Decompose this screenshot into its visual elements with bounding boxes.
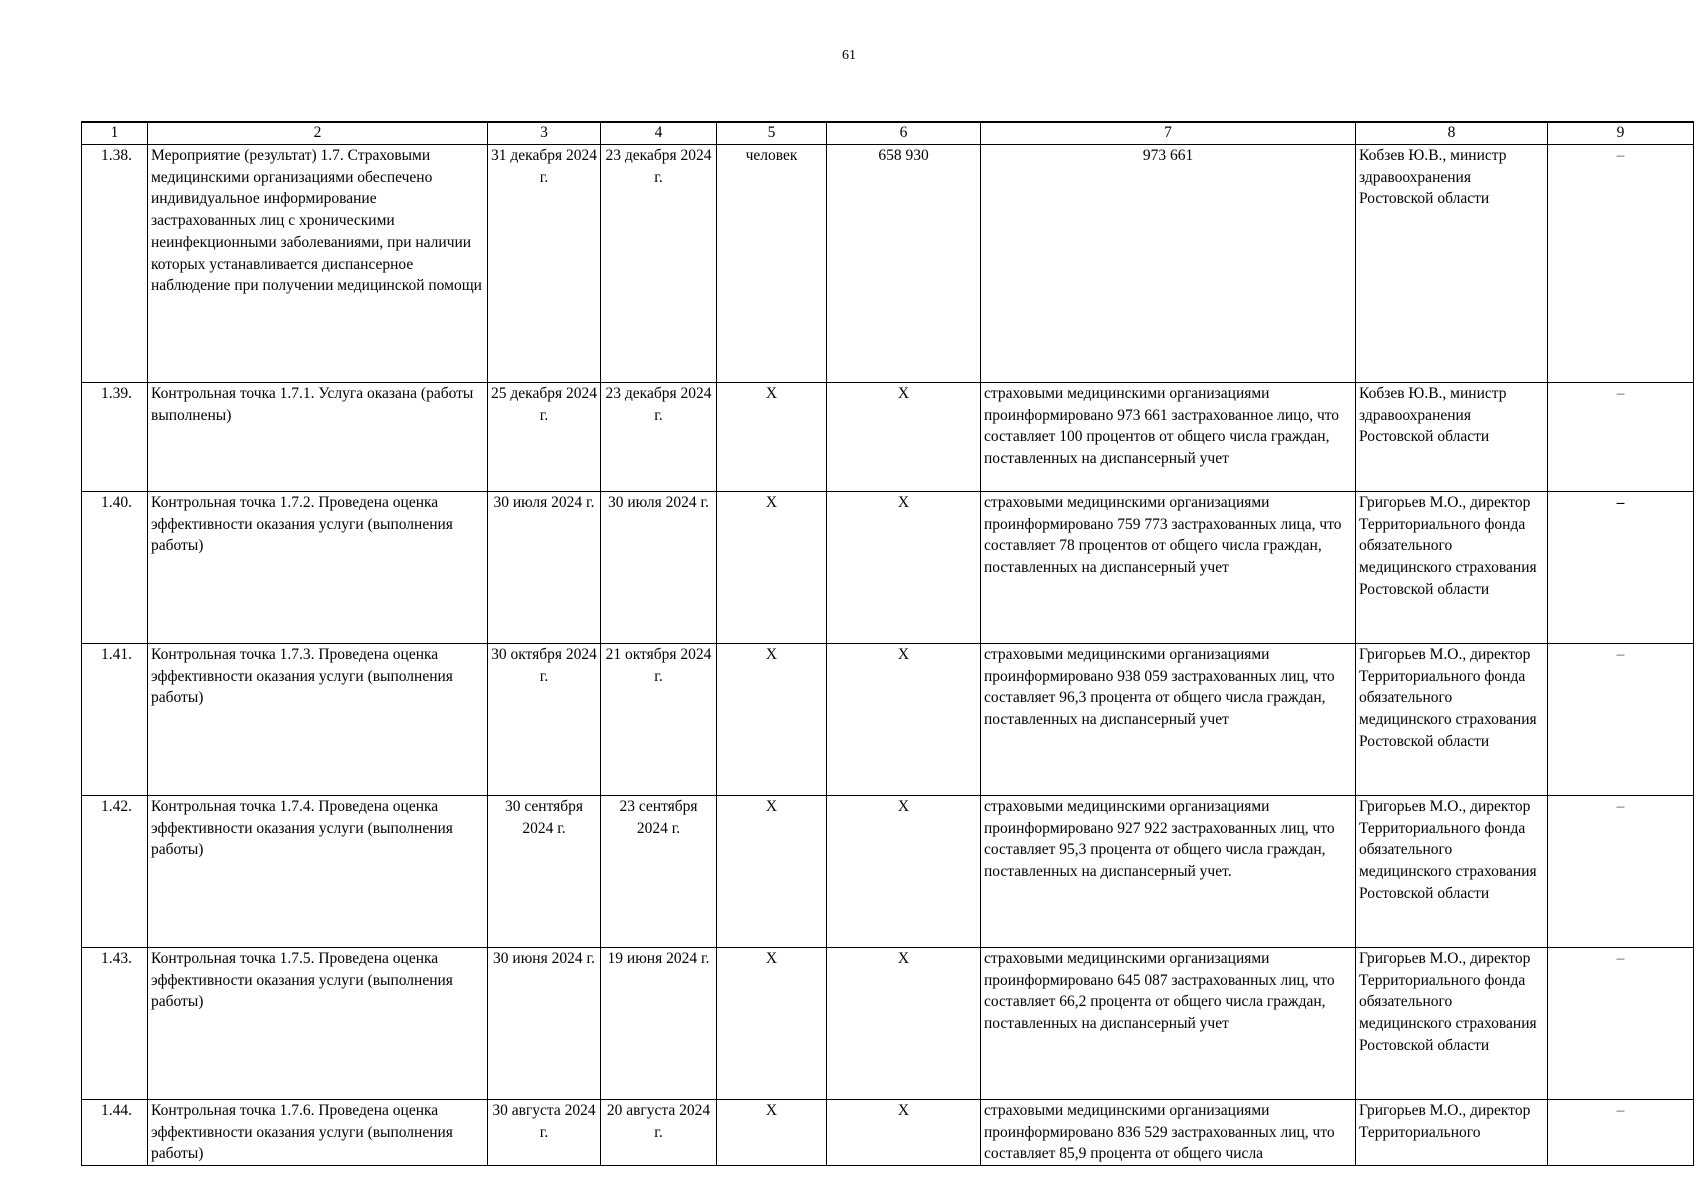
note: – (1548, 1100, 1694, 1166)
unit: Х (717, 644, 827, 796)
row-name: Мероприятие (результат) 1.7. Страховыми медицинскими организациями обеспечено индивидуальное информирование застрахованных лиц с хроническими неинфекционными заболеваниями, при наличии которых устанавливается диспансерное наблюдение при получении медицинской помощи (148, 145, 488, 383)
row-name: Контрольная точка 1.7.5. Проведена оценка эффективности оказания услуги (выполнения работы) (148, 948, 488, 1100)
note: – (1548, 948, 1694, 1100)
fact-date: 19 июня 2024 г. (601, 948, 717, 1100)
table-row (82, 145, 1694, 383)
responsible: Григорьев М.О., директор Территориального (1356, 1100, 1548, 1166)
unit: Х (717, 948, 827, 1100)
fact-value: страховыми медицинскими организациями проинформировано 927 922 застрахованных лиц, что составляет 95,3 процента от общего числа граждан, поставленных на диспансерный учет. (981, 796, 1356, 948)
fact-value: страховыми медицинскими организациями проинформировано 759 773 застрахованных лица, что составляет 78 процентов от общего числа граждан, поставленных на диспансерный учет (981, 492, 1356, 644)
report-table (81, 121, 1694, 1166)
column-header: 7 (981, 122, 1356, 145)
row-name: Контрольная точка 1.7.3. Проведена оценка эффективности оказания услуги (выполнения работы) (148, 644, 488, 796)
fact-date: 23 декабря 2024 г. (601, 145, 717, 383)
column-number-row (82, 122, 1694, 145)
fact-value: 973 661 (981, 145, 1356, 383)
row-number: 1.41. (82, 644, 148, 796)
fact-value: страховыми медицинскими организациями проинформировано 938 059 застрахованных лиц, что составляет 96,3 процента от общего числа граждан, поставленных на диспансерный учет (981, 644, 1356, 796)
plan-value: Х (827, 383, 981, 492)
plan-value: Х (827, 796, 981, 948)
table-row (82, 796, 1694, 948)
row-number: 1.43. (82, 948, 148, 1100)
plan-value: Х (827, 644, 981, 796)
row-number: 1.39. (82, 383, 148, 492)
row-number: 1.44. (82, 1100, 148, 1166)
row-number: 1.38. (82, 145, 148, 383)
responsible: Григорьев М.О., директор Территориального фонда обязательного медицинского страхования Ростовской области (1356, 644, 1548, 796)
fact-value: страховыми медицинскими организациями проинформировано 836 529 застрахованных лиц, что составляет 85,9 процента от общего числа (981, 1100, 1356, 1166)
note: – (1548, 644, 1694, 796)
table-row (82, 948, 1694, 1100)
responsible: Кобзев Ю.В., министр здравоохранения Ростовской области (1356, 145, 1548, 383)
unit: Х (717, 492, 827, 644)
row-name: Контрольная точка 1.7.2. Проведена оценка эффективности оказания услуги (выполнения работы) (148, 492, 488, 644)
row-number: 1.40. (82, 492, 148, 644)
row-name: Контрольная точка 1.7.1. Услуга оказана (работы выполнены) (148, 383, 488, 492)
page-number: 61 (842, 48, 856, 63)
row-name: Контрольная точка 1.7.4. Проведена оценка эффективности оказания услуги (выполнения работы) (148, 796, 488, 948)
plan-date: 30 августа 2024 г. (488, 1100, 601, 1166)
fact-date: 30 июля 2024 г. (601, 492, 717, 644)
column-header: 3 (488, 122, 601, 145)
responsible: Григорьев М.О., директор Территориального фонда обязательного медицинского страхования Ростовской области (1356, 492, 1548, 644)
note: – (1548, 492, 1694, 644)
column-header: 8 (1356, 122, 1548, 145)
fact-date: 20 августа 2024 г. (601, 1100, 717, 1166)
unit: Х (717, 1100, 827, 1166)
note: – (1548, 796, 1694, 948)
plan-date: 30 октября 2024 г. (488, 644, 601, 796)
column-header: 4 (601, 122, 717, 145)
table-row (82, 1100, 1694, 1166)
plan-date: 30 сентября 2024 г. (488, 796, 601, 948)
column-header: 9 (1548, 122, 1694, 145)
plan-date: 30 июня 2024 г. (488, 948, 601, 1100)
column-header: 1 (82, 122, 148, 145)
plan-date: 31 декабря 2024 г. (488, 145, 601, 383)
plan-date: 25 декабря 2024 г. (488, 383, 601, 492)
row-name: Контрольная точка 1.7.6. Проведена оценка эффективности оказания услуги (выполнения работы) (148, 1100, 488, 1166)
column-header: 6 (827, 122, 981, 145)
plan-date: 30 июля 2024 г. (488, 492, 601, 644)
row-number: 1.42. (82, 796, 148, 948)
column-header: 5 (717, 122, 827, 145)
note: – (1548, 383, 1694, 492)
column-header: 2 (148, 122, 488, 145)
responsible: Григорьев М.О., директор Территориального фонда обязательного медицинского страхования Ростовской области (1356, 796, 1548, 948)
plan-value: Х (827, 1100, 981, 1166)
fact-date: 23 сентября 2024 г. (601, 796, 717, 948)
plan-value: Х (827, 492, 981, 644)
fact-date: 23 декабря 2024 г. (601, 383, 717, 492)
responsible: Кобзев Ю.В., министр здравоохранения Ростовской области (1356, 383, 1548, 492)
responsible: Григорьев М.О., директор Территориального фонда обязательного медицинского страхования Ростовской области (1356, 948, 1548, 1100)
unit: человек (717, 145, 827, 383)
fact-date: 21 октября 2024 г. (601, 644, 717, 796)
plan-value: 658 930 (827, 145, 981, 383)
table-row (82, 492, 1694, 644)
table-row (82, 383, 1694, 492)
unit: Х (717, 383, 827, 492)
fact-value: страховыми медицинскими организациями проинформировано 973 661 застрахованное лицо, что составляет 100 процентов от общего числа граждан, поставленных на диспансерный учет (981, 383, 1356, 492)
fact-value: страховыми медицинскими организациями проинформировано 645 087 застрахованных лиц, что составляет 66,2 процента от общего числа граждан, поставленных на диспансерный учет (981, 948, 1356, 1100)
note: – (1548, 145, 1694, 383)
table-row (82, 644, 1694, 796)
unit: Х (717, 796, 827, 948)
plan-value: Х (827, 948, 981, 1100)
